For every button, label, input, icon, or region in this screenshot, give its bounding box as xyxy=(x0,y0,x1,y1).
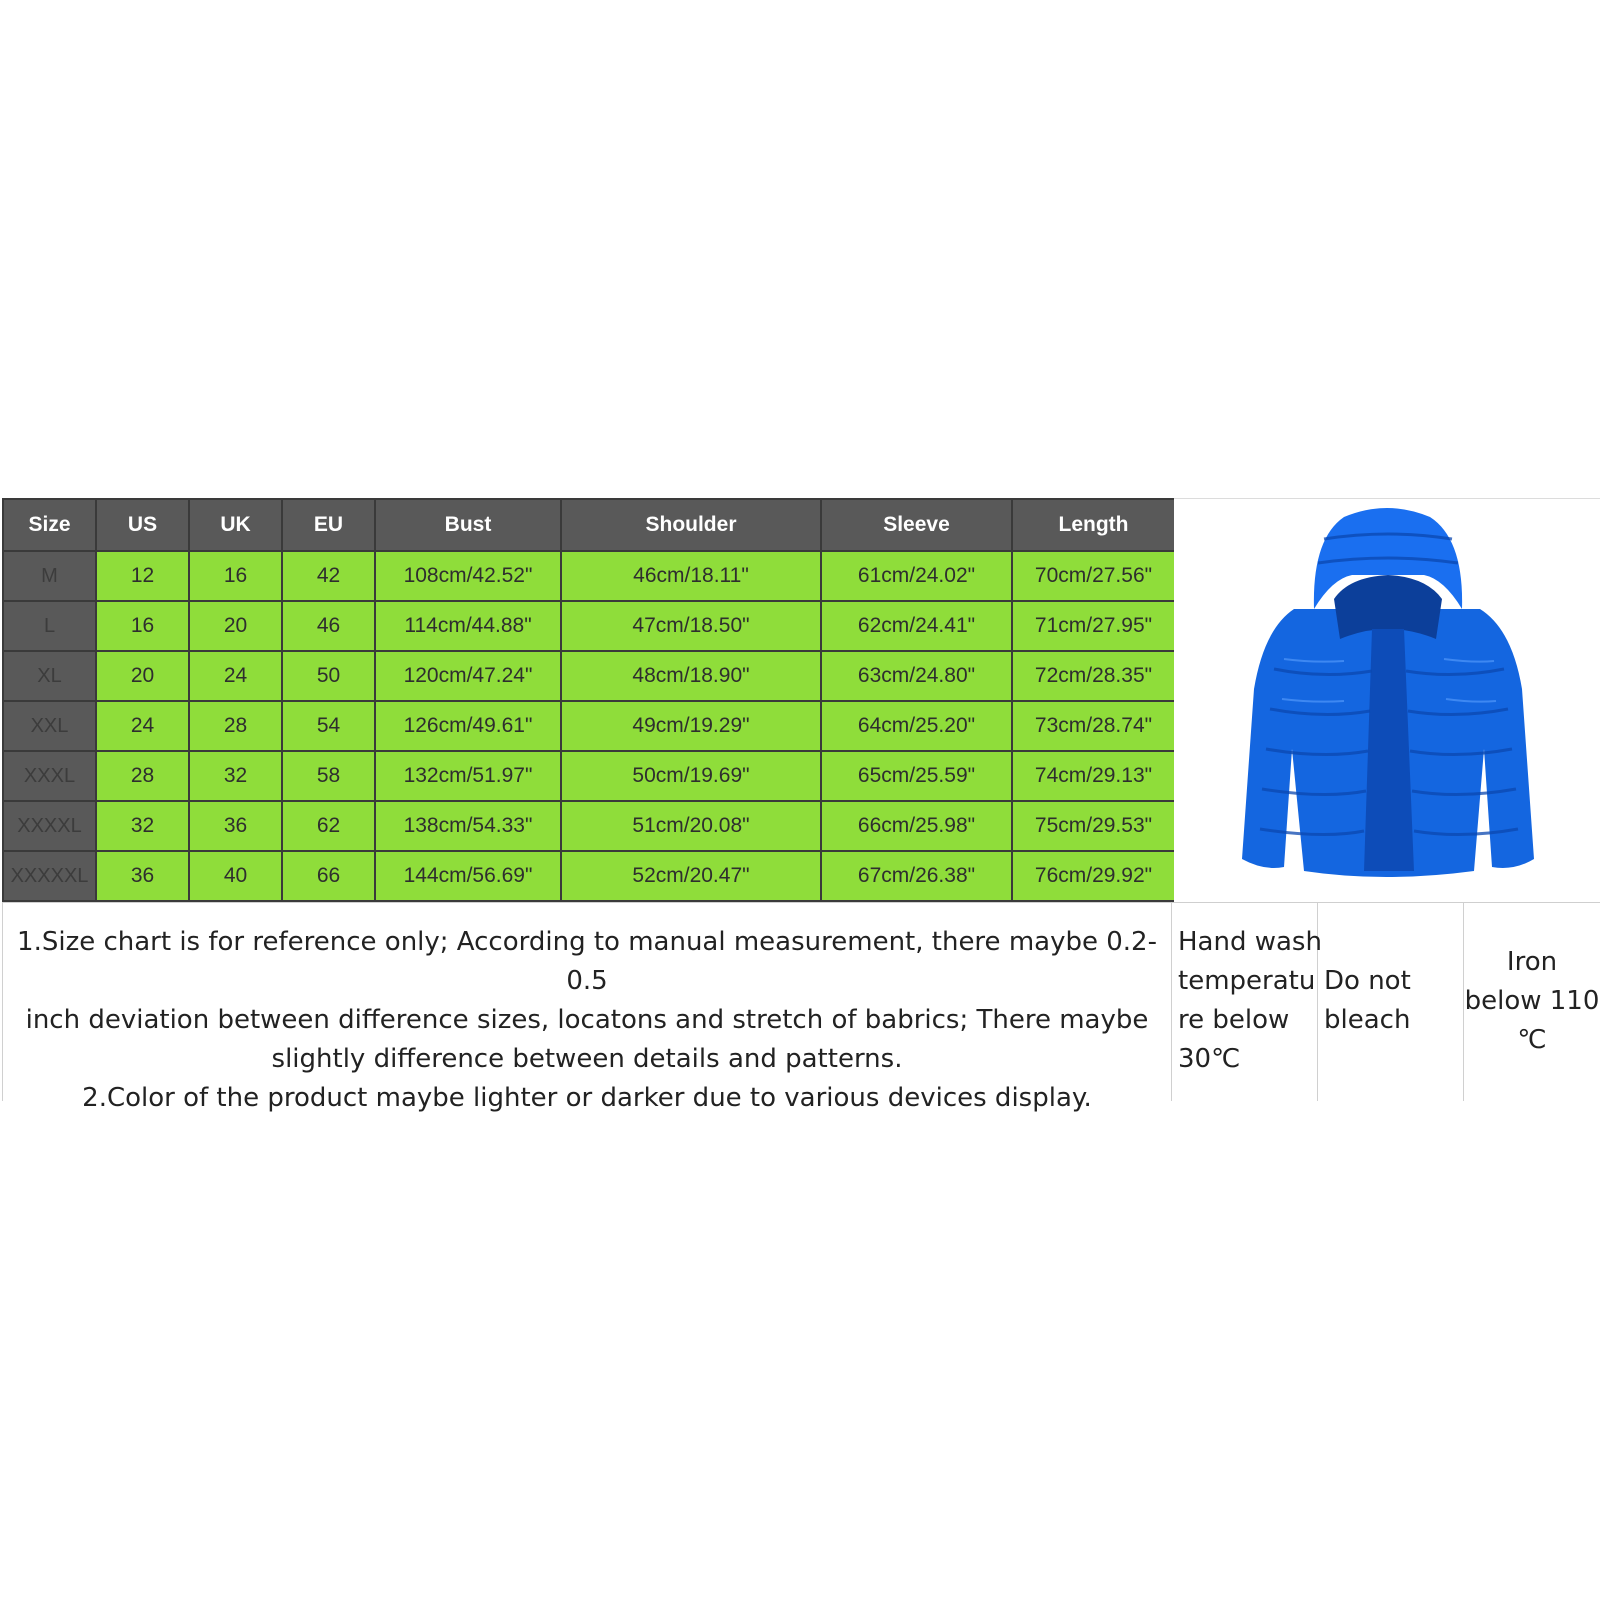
header-uk: UK xyxy=(189,499,282,551)
header-shoulder: Shoulder xyxy=(561,499,821,551)
size-cell: XXL xyxy=(3,701,96,751)
bust-cell: 120cm/47.24" xyxy=(375,651,561,701)
eu-cell: 62 xyxy=(282,801,375,851)
us-cell: 24 xyxy=(96,701,189,751)
shoulder-cell: 50cm/19.69" xyxy=(561,751,821,801)
table-row xyxy=(3,601,1175,651)
care-line: Iron xyxy=(1506,947,1558,977)
size-cell: XXXXL xyxy=(3,801,96,851)
bust-cell: 138cm/54.33" xyxy=(375,801,561,851)
eu-cell: 42 xyxy=(282,551,375,601)
uk-cell: 16 xyxy=(189,551,282,601)
eu-cell: 66 xyxy=(282,851,375,901)
sleeve-cell: 64cm/25.20" xyxy=(821,701,1012,751)
size-cell: XXXXXL xyxy=(3,851,96,901)
sleeve-cell: 62cm/24.41" xyxy=(821,601,1012,651)
header-length: Length xyxy=(1012,499,1175,551)
care-line: 30℃ xyxy=(1178,1044,1241,1074)
length-cell: 71cm/27.95" xyxy=(1012,601,1175,651)
care-line: below 110 xyxy=(1464,986,1600,1016)
sleeve-cell: 66cm/25.98" xyxy=(821,801,1012,851)
shoulder-cell: 47cm/18.50" xyxy=(561,601,821,651)
size-chart-notes xyxy=(2,903,1172,1113)
eu-cell: 58 xyxy=(282,751,375,801)
uk-cell: 28 xyxy=(189,701,282,751)
sleeve-cell: 63cm/24.80" xyxy=(821,651,1012,701)
uk-cell: 40 xyxy=(189,851,282,901)
shoulder-cell: 51cm/20.08" xyxy=(561,801,821,851)
note-line: 1.Size chart is for reference only; According to manual measurement, there maybe 0.2-0.5 xyxy=(17,927,1157,996)
product-image-panel xyxy=(1174,498,1600,903)
table-row xyxy=(3,751,1175,801)
shoulder-cell: 46cm/18.11" xyxy=(561,551,821,601)
size-cell: L xyxy=(3,601,96,651)
header-bust: Bust xyxy=(375,499,561,551)
sleeve-cell: 65cm/25.59" xyxy=(821,751,1012,801)
us-cell: 32 xyxy=(96,801,189,851)
size-cell: XL xyxy=(3,651,96,701)
care-hand-wash xyxy=(1172,903,1322,1101)
bust-cell: 114cm/44.88" xyxy=(375,601,561,651)
header-eu: EU xyxy=(282,499,375,551)
eu-cell: 54 xyxy=(282,701,375,751)
note-line: inch deviation between difference sizes, locatons and stretch of babrics; There maybe xyxy=(25,1005,1149,1035)
us-cell: 12 xyxy=(96,551,189,601)
length-cell: 75cm/29.53" xyxy=(1012,801,1175,851)
eu-cell: 50 xyxy=(282,651,375,701)
uk-cell: 36 xyxy=(189,801,282,851)
care-line: ℃ xyxy=(1517,1025,1547,1055)
us-cell: 20 xyxy=(96,651,189,701)
sleeve-cell: 61cm/24.02" xyxy=(821,551,1012,601)
us-cell: 16 xyxy=(96,601,189,651)
table-row xyxy=(3,701,1175,751)
shoulder-cell: 48cm/18.90" xyxy=(561,651,821,701)
length-cell: 73cm/28.74" xyxy=(1012,701,1175,751)
shoulder-cell: 52cm/20.47" xyxy=(561,851,821,901)
table-row xyxy=(3,551,1175,601)
length-cell: 72cm/28.35" xyxy=(1012,651,1175,701)
uk-cell: 20 xyxy=(189,601,282,651)
us-cell: 28 xyxy=(96,751,189,801)
jacket-image xyxy=(1174,499,1600,903)
header-us: US xyxy=(96,499,189,551)
uk-cell: 32 xyxy=(189,751,282,801)
size-chart-table xyxy=(2,498,1176,902)
care-no-bleach xyxy=(1318,903,1464,1101)
shoulder-cell: 49cm/19.29" xyxy=(561,701,821,751)
table-row xyxy=(3,651,1175,701)
size-cell: XXXL xyxy=(3,751,96,801)
bust-cell: 126cm/49.61" xyxy=(375,701,561,751)
sleeve-cell: 67cm/26.38" xyxy=(821,851,1012,901)
care-line: Hand wash xyxy=(1178,927,1322,957)
table-row xyxy=(3,851,1175,901)
note-line: 2.Color of the product maybe lighter or darker due to various devices display. xyxy=(82,1083,1092,1113)
care-iron xyxy=(1464,903,1600,1101)
length-cell: 76cm/29.92" xyxy=(1012,851,1175,901)
care-line: re below xyxy=(1178,1005,1290,1035)
notes-section xyxy=(2,902,1600,1113)
care-line: temperatu xyxy=(1178,966,1316,996)
size-cell: M xyxy=(3,551,96,601)
length-cell: 70cm/27.56" xyxy=(1012,551,1175,601)
header-sleeve: Sleeve xyxy=(821,499,1012,551)
eu-cell: 46 xyxy=(282,601,375,651)
uk-cell: 24 xyxy=(189,651,282,701)
bust-cell: 144cm/56.69" xyxy=(375,851,561,901)
note-line: slightly difference between details and patterns. xyxy=(271,1044,903,1074)
table-header-row xyxy=(3,499,1175,551)
bust-cell: 108cm/42.52" xyxy=(375,551,561,601)
us-cell: 36 xyxy=(96,851,189,901)
table-row xyxy=(3,801,1175,851)
care-line: bleach xyxy=(1324,1005,1411,1035)
length-cell: 74cm/29.13" xyxy=(1012,751,1175,801)
bust-cell: 132cm/51.97" xyxy=(375,751,561,801)
header-size: Size xyxy=(3,499,96,551)
care-line: Do not xyxy=(1324,966,1411,996)
